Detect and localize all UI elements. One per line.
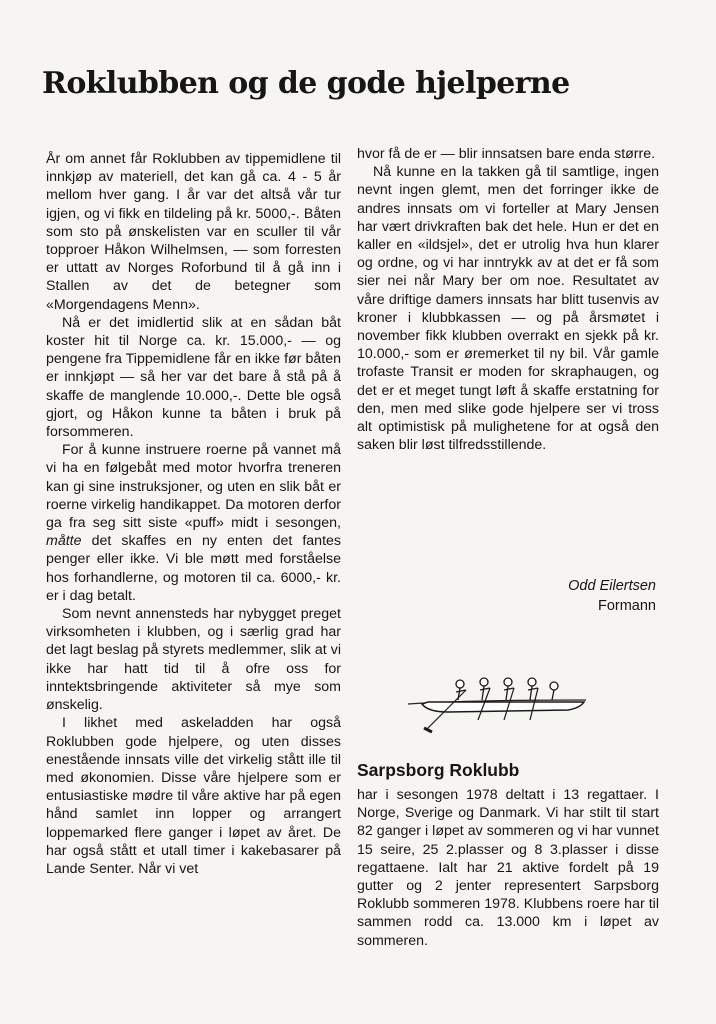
paragraph: hvor få de er — blir innsatsen bare enda større. [357, 146, 656, 162]
paragraph: År om annet får Roklubben av tippemidlene til innkjøp av materiell, det kan gå ca. 4 - 5 år mellom hver gang. I år var det altså vår tur igjen, og vi fikk en tildeling på kr. 5000,-. Båten som sto på ønskelisten var en sculler til vår topproer Håkon Wilhelmsen, — som forresten er uttatt av Norges Roforbund til å gå inn i Stallen av det de betegner som «Morgendagens Menn». [46, 151, 341, 313]
author-role: Formann [597, 598, 656, 614]
paragraph-text: For å kunne instruere roerne på vannet må vi ha en følgebåt med motor hvorfra treneren kan gi sine instruksjoner, og uten en slik båt er roerne virkelig handikappet. Da motoren derfor ga fra seg sitt siste «puff» midt i sesongen, [46, 442, 341, 532]
emphasis-text: måtte [46, 533, 82, 550]
paragraph: Nå er det imidlertid slik at en sådan båt koster hit til Norge ca. kr. 15.000,- — og pengene fra Tippemidlene får en ikke før båten er innkjøpt — så her var det bare å stå på å skaffe de manglende 10.000,-. Dette ble også gjort, og Håkon kunne ta båten i bruk på forsommeren. [46, 314, 341, 441]
right-column [357, 145, 659, 454]
signature-block [460, 576, 656, 616]
section-body [357, 786, 659, 950]
rowing-boat-icon [408, 660, 586, 734]
section-heading: Sarpsborg Roklubb [357, 760, 520, 780]
paragraph: Nå kunne en la takken gå til samtlige, ingen nevnt ingen glemt, men det forringer ikke de andres innsats om vi forteller at Mary Jensen har vært drivkraften bak det hele. Hun er det en kaller en «ildsjel», det er utrolig hva hun klarer og ordne, og vi har inntrykk av at det er få som sier nei når Mary ber om noe. Resultatet av våre driftige damers innsats har blitt tusenvis av kroner i klubbkassen — og på årsmøtet i november fikk klubben overrakt en sjekk på kr. 10.000,- som er øremerket til ny bil. Vår gamle trofaste Transit er moden for skraphaugen, og det er et meget tungt løft å skaffe erstatning for den, men med slike gode hjelpere ser vi tross alt optimistisk på mulighetene for at også den saken blir løst tilfredsstillende. [357, 164, 659, 454]
left-column [46, 150, 341, 878]
paragraph: har i sesongen 1978 deltatt i 13 regattaer. I Norge, Sverige og Danmark. Vi har stilt til start 82 ganger i løpet av sommeren og vi har vunnet 15 seire, 25 2.plasser og 8 3.plasser i disse regattaene. Ialt har 21 aktive fordelt på 19 gutter og 2 jenter representert Sarpsborg Roklubb sommeren 1978. Klubbens roere har til sammen rodd ca. 13.000 km i løpet av sommeren. [357, 787, 659, 949]
article-title: Roklubben og de gode hjelperne [42, 66, 570, 101]
paragraph: Som nevnt annensteds har nybygget preget virksomheten i klubben, og i særlig grad har det lagt beslag på styrets medlemmer, slik at vi ikke har hatt tid til å ofre oss for inntektsbringende aktiviteter så mye som ønskelig. [46, 606, 341, 714]
author-name: Odd Eilertsen [568, 578, 656, 594]
paragraph: I likhet med askeladden har også Roklubben gode hjelpere, og uten disses enestående innsats ville det virkelig stått ille til med økonomien. Disse våre hjelpere som er entusiastiske mødre til våre aktive har på egen hånd samlet inn lopper og arrangert loppemarked flere ganger i løpet av året. De har også stått et utall timer i kakebasarer på Lande Senter. Når vi vet [46, 715, 341, 877]
paragraph [46, 441, 341, 605]
paragraph-text: det skaffes en ny enten det fantes penger eller ikke. Vi ble møtt med forståelse hos forhandlerne, og motoren til ca. 6000,- kr. er i dag betalt. [46, 533, 342, 604]
